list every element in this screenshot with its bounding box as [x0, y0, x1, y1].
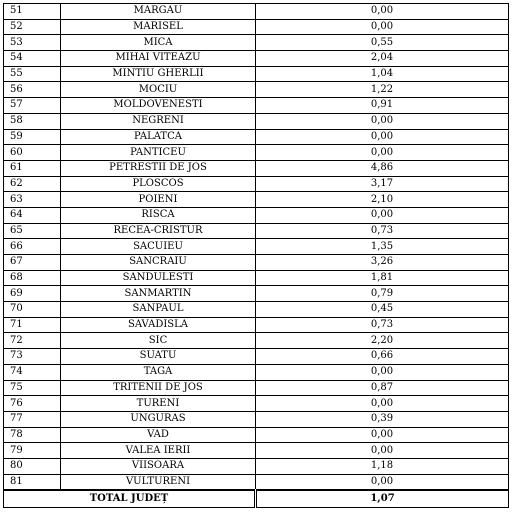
table-row: [4, 66, 509, 82]
row-number: 55: [4, 66, 61, 82]
row-number: 64: [4, 207, 61, 223]
table-row: [4, 443, 509, 459]
locality-value: 1,22: [256, 82, 509, 98]
table-row: [4, 239, 509, 255]
locality-name: PANTICEU: [61, 145, 256, 161]
locality-value: 0,00: [256, 364, 509, 380]
locality-name: MARISEL: [61, 19, 256, 35]
table-row: [4, 113, 509, 129]
locality-name: MARGAU: [61, 4, 256, 20]
row-number: 52: [4, 19, 61, 35]
locality-name: SUATU: [61, 349, 256, 365]
table-row: [4, 129, 509, 145]
locality-value: 0,73: [256, 223, 509, 239]
locality-value: 4,86: [256, 160, 509, 176]
locality-name: MOLDOVENESTI: [61, 98, 256, 114]
locality-name: MOCIU: [61, 82, 256, 98]
locality-value: 0,79: [256, 286, 509, 302]
row-number: 57: [4, 98, 61, 114]
locality-value: 0,55: [256, 35, 509, 51]
locality-value: 1,81: [256, 270, 509, 286]
table-row: [4, 364, 509, 380]
row-number: 56: [4, 82, 61, 98]
row-number: 66: [4, 239, 61, 255]
locality-name: PALATCA: [61, 129, 256, 145]
table-body: [4, 4, 509, 491]
locality-value: 0,00: [256, 129, 509, 145]
row-number: 68: [4, 270, 61, 286]
localities-table: [3, 3, 509, 508]
row-number: 58: [4, 113, 61, 129]
locality-value: 0,66: [256, 349, 509, 365]
table-row: [4, 160, 509, 176]
table-row: [4, 19, 509, 35]
locality-value: 0,00: [256, 19, 509, 35]
table-row: [4, 51, 509, 67]
table-row: [4, 396, 509, 412]
row-number: 80: [4, 458, 61, 474]
locality-value: 2,20: [256, 333, 509, 349]
locality-value: 3,17: [256, 176, 509, 192]
locality-name: SANPAUL: [61, 302, 256, 318]
row-number: 61: [4, 160, 61, 176]
locality-value: 0,00: [256, 4, 509, 20]
locality-name: SANMARTIN: [61, 286, 256, 302]
table-row: [4, 82, 509, 98]
locality-value: 0,45: [256, 302, 509, 318]
row-number: 81: [4, 474, 61, 490]
row-number: 75: [4, 380, 61, 396]
table-row: [4, 458, 509, 474]
locality-value: 0,87: [256, 380, 509, 396]
locality-name: POIENI: [61, 192, 256, 208]
locality-name: RISCA: [61, 207, 256, 223]
table-row: [4, 427, 509, 443]
total-row: [4, 490, 509, 508]
locality-name: RECEA-CRISTUR: [61, 223, 256, 239]
locality-value: 0,91: [256, 98, 509, 114]
locality-name: SAVADISLA: [61, 317, 256, 333]
locality-name: SANDULESTI: [61, 270, 256, 286]
row-number: 76: [4, 396, 61, 412]
table-row: [4, 223, 509, 239]
table-row: [4, 349, 509, 365]
locality-value: 3,26: [256, 255, 509, 271]
row-number: 78: [4, 427, 61, 443]
locality-name: VAD: [61, 427, 256, 443]
locality-value: 0,00: [256, 474, 509, 490]
row-number: 60: [4, 145, 61, 161]
locality-value: 2,04: [256, 51, 509, 67]
locality-name: MICA: [61, 35, 256, 51]
table-row: [4, 98, 509, 114]
locality-name: MINTIU GHERLII: [61, 66, 256, 82]
table-row: [4, 286, 509, 302]
locality-name: PETRESTII DE JOS: [61, 160, 256, 176]
table-row: [4, 317, 509, 333]
row-number: 77: [4, 411, 61, 427]
table-row: [4, 4, 509, 20]
locality-value: 1,35: [256, 239, 509, 255]
locality-value: 0,73: [256, 317, 509, 333]
table-row: [4, 380, 509, 396]
row-number: 63: [4, 192, 61, 208]
table-row: [4, 270, 509, 286]
locality-name: PLOSCOS: [61, 176, 256, 192]
row-number: 70: [4, 302, 61, 318]
total-value: 1,07: [256, 490, 509, 508]
locality-value: 0,39: [256, 411, 509, 427]
locality-value: 0,00: [256, 443, 509, 459]
locality-name: VULTURENI: [61, 474, 256, 490]
table-row: [4, 411, 509, 427]
row-number: 53: [4, 35, 61, 51]
table-row: [4, 35, 509, 51]
locality-value: 1,04: [256, 66, 509, 82]
locality-name: MIHAI VITEAZU: [61, 51, 256, 67]
row-number: 62: [4, 176, 61, 192]
locality-name: SANCRAIU: [61, 255, 256, 271]
row-number: 51: [4, 4, 61, 20]
locality-name: SACUIEU: [61, 239, 256, 255]
row-number: 67: [4, 255, 61, 271]
total-label: TOTAL JUDEȚ: [4, 490, 256, 508]
locality-value: 0,00: [256, 145, 509, 161]
table-row: [4, 302, 509, 318]
row-number: 59: [4, 129, 61, 145]
locality-value: 0,00: [256, 427, 509, 443]
row-number: 54: [4, 51, 61, 67]
row-number: 74: [4, 364, 61, 380]
table-row: [4, 192, 509, 208]
row-number: 69: [4, 286, 61, 302]
data-table-container: [3, 3, 509, 508]
table-row: [4, 255, 509, 271]
table-row: [4, 474, 509, 490]
table-row: [4, 145, 509, 161]
locality-value: 0,00: [256, 113, 509, 129]
locality-name: SIC: [61, 333, 256, 349]
locality-value: 0,00: [256, 207, 509, 223]
row-number: 65: [4, 223, 61, 239]
row-number: 71: [4, 317, 61, 333]
locality-name: UNGURAS: [61, 411, 256, 427]
table-row: [4, 333, 509, 349]
locality-name: VIISOARA: [61, 458, 256, 474]
table-row: [4, 207, 509, 223]
locality-name: TAGA: [61, 364, 256, 380]
locality-name: NEGRENI: [61, 113, 256, 129]
locality-value: 1,18: [256, 458, 509, 474]
locality-name: VALEA IERII: [61, 443, 256, 459]
locality-name: TURENI: [61, 396, 256, 412]
table-row: [4, 176, 509, 192]
row-number: 79: [4, 443, 61, 459]
locality-value: 2,10: [256, 192, 509, 208]
locality-name: TRITENII DE JOS: [61, 380, 256, 396]
row-number: 73: [4, 349, 61, 365]
row-number: 72: [4, 333, 61, 349]
locality-value: 0,00: [256, 396, 509, 412]
